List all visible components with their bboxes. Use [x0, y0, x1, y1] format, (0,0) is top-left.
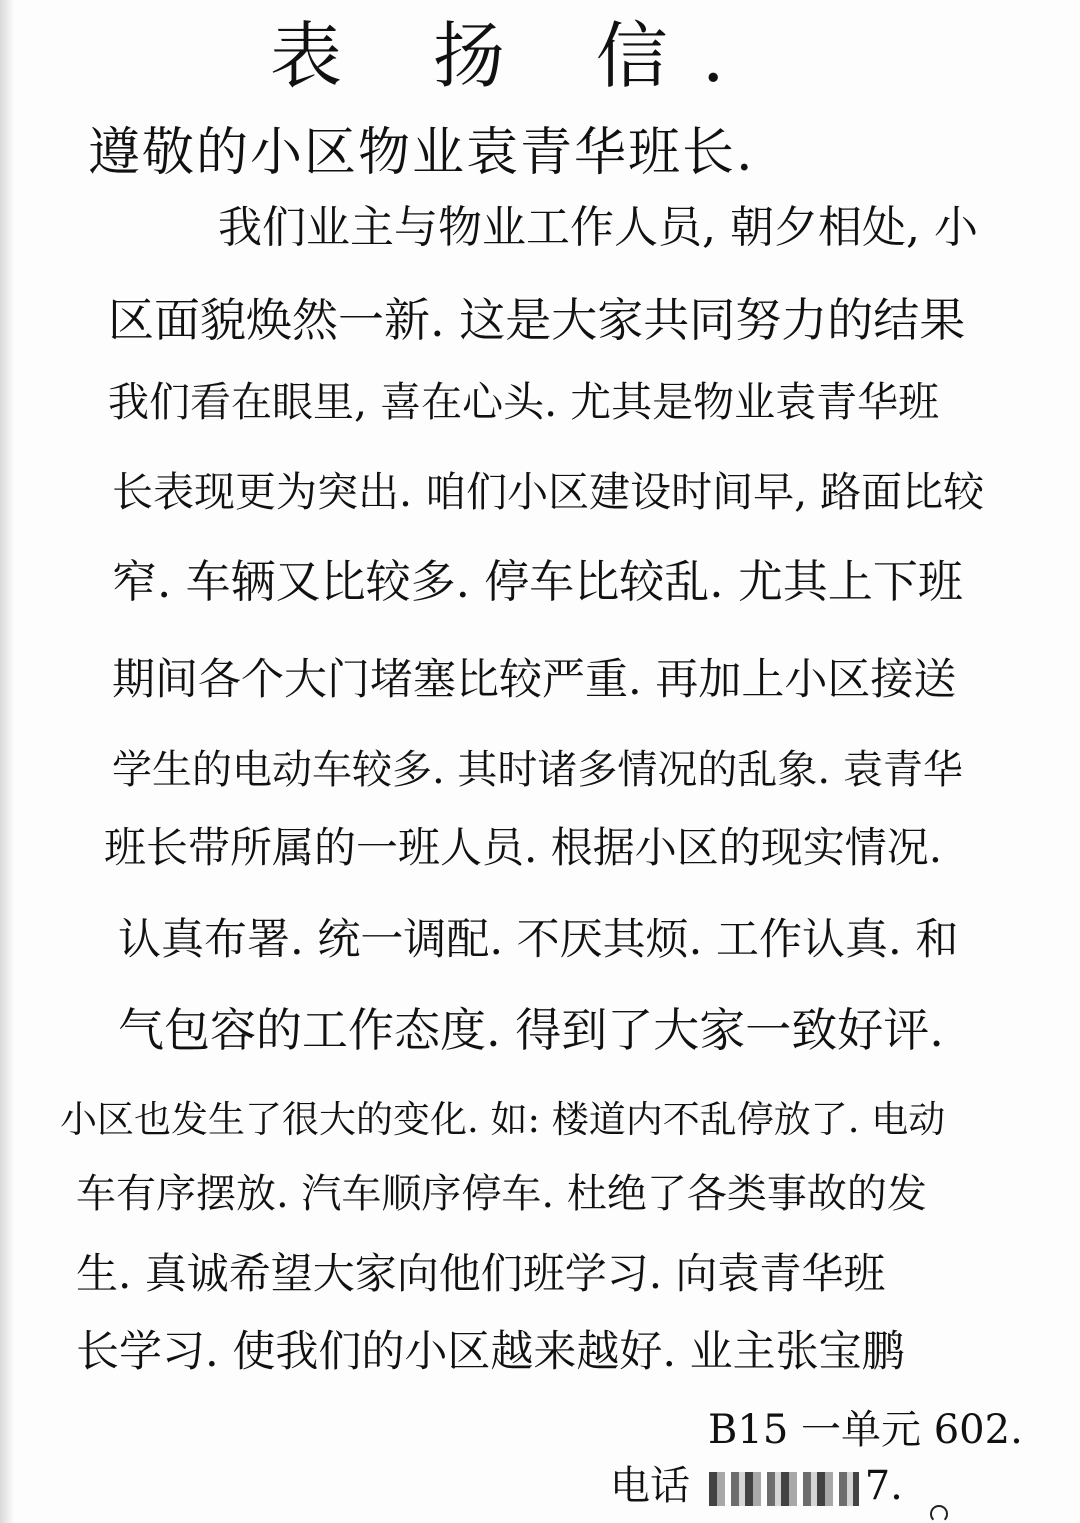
body-line-3: 我们看在眼里, 喜在心头. 尤其是物业袁青华班: [108, 378, 940, 426]
body-line-14: 长学习. 使我们的小区越来越好. 业主张宝鹏: [76, 1327, 905, 1377]
body-line-7: 学生的电动车较多. 其时诸多情况的乱象. 袁青华: [112, 747, 963, 793]
phone-label: 电话: [610, 1463, 690, 1509]
body-line-13: 生. 真诚希望大家向他们班学习. 向袁青华班: [76, 1249, 886, 1298]
body-line-6: 期间各个大门堵塞比较严重. 再加上小区接送: [112, 655, 957, 705]
body-line-10: 气包容的工作态度. 得到了大家一致好评.: [118, 1003, 944, 1057]
signer-address: B15 一单元 602.: [708, 1407, 1023, 1453]
body-line-11: 小区也发生了很大的变化. 如: 楼道内不乱停放了. 电动: [60, 1098, 946, 1141]
paper-edge-shadow: [0, 0, 14, 1523]
body-line-8: 班长带所属的一班人员. 根据小区的现实情况.: [104, 823, 943, 872]
body-line-12: 车有序摆放. 汽车顺序停车. 杜绝了各类事故的发: [76, 1171, 927, 1217]
letter-title: 表 扬 信.: [270, 14, 759, 98]
signer-phone: [610, 1456, 903, 1516]
letter-salutation: 遵敬的小区物业袁青华班长.: [88, 123, 755, 183]
phone-tail: 7.: [864, 1463, 903, 1509]
body-line-9: 认真布署. 统一调配. 不厌其烦. 工作认真. 和: [118, 915, 959, 965]
body-line-1: 我们业主与物业工作人员, 朝夕相处, 小: [218, 202, 978, 253]
body-line-4: 长表现更为突出. 咱们小区建设时间早, 路面比较: [112, 468, 985, 516]
body-line-5: 窄. 车辆又比较多. 停车比较乱. 尤其上下班: [112, 555, 963, 608]
ink-mark: [930, 1505, 948, 1523]
redacted-phone-number: [709, 1472, 859, 1506]
body-line-2: 区面貌焕然一新. 这是大家共同努力的结果: [108, 293, 966, 347]
